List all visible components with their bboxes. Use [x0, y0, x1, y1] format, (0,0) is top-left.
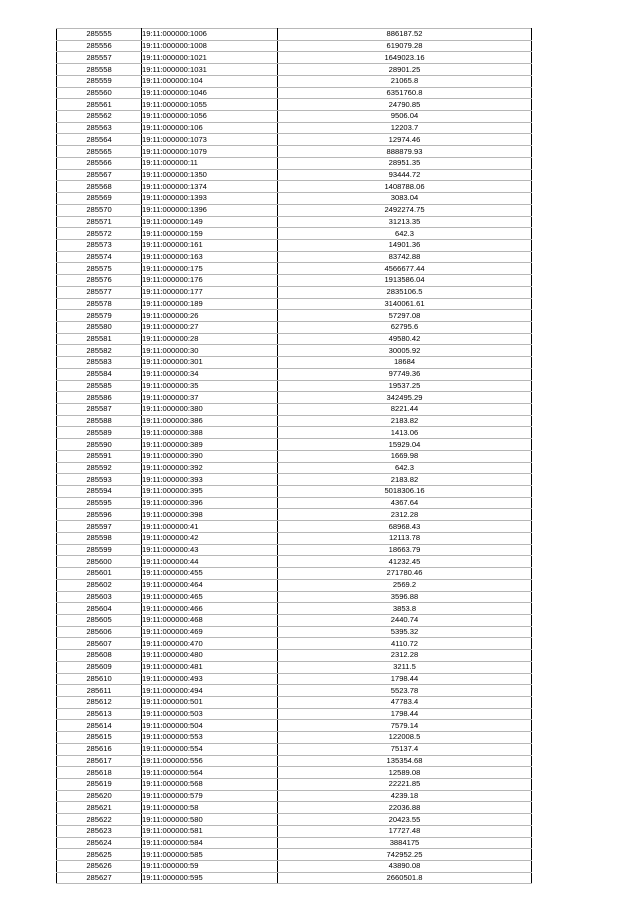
- table-row: [57, 849, 532, 861]
- amount-cell: 6351760.8: [278, 87, 532, 99]
- row-number-cell: 285580: [57, 321, 142, 333]
- table-row: [57, 861, 532, 873]
- row-number-cell: 285611: [57, 685, 142, 697]
- cadastral-number-cell: 19:11:000000:388: [142, 427, 278, 439]
- cadastral-number-cell: 19:11:000000:393: [142, 474, 278, 486]
- table-row: [57, 650, 532, 662]
- table-row: [57, 556, 532, 568]
- cadastral-number-cell: 19:11:000000:159: [142, 228, 278, 240]
- table-row: [57, 568, 532, 580]
- cadastral-number-cell: 19:11:000000:581: [142, 825, 278, 837]
- table-row: [57, 298, 532, 310]
- table-row: [57, 216, 532, 228]
- cadastral-number-cell: 19:11:000000:58: [142, 802, 278, 814]
- table-row: [57, 415, 532, 427]
- row-number-cell: 285582: [57, 345, 142, 357]
- row-number-cell: 285571: [57, 216, 142, 228]
- cadastral-number-cell: 19:11:000000:161: [142, 239, 278, 251]
- amount-cell: 47783.4: [278, 696, 532, 708]
- cadastral-number-cell: 19:11:000000:41: [142, 521, 278, 533]
- amount-cell: 31213.35: [278, 216, 532, 228]
- row-number-cell: 285567: [57, 169, 142, 181]
- row-number-cell: 285585: [57, 380, 142, 392]
- amount-cell: 62795.6: [278, 321, 532, 333]
- table-row: [57, 462, 532, 474]
- table-row: [57, 380, 532, 392]
- row-number-cell: 285617: [57, 755, 142, 767]
- table-row: [57, 134, 532, 146]
- cadastral-number-cell: 19:11:000000:1396: [142, 204, 278, 216]
- cadastral-number-cell: 19:11:000000:1374: [142, 181, 278, 193]
- table-row: [57, 427, 532, 439]
- amount-cell: 342495.29: [278, 392, 532, 404]
- cadastral-number-cell: 19:11:000000:579: [142, 790, 278, 802]
- cadastral-number-cell: 19:11:000000:42: [142, 532, 278, 544]
- cadastral-number-cell: 19:11:000000:106: [142, 122, 278, 134]
- amount-cell: 75137.4: [278, 743, 532, 755]
- row-number-cell: 285605: [57, 614, 142, 626]
- amount-cell: 18684: [278, 357, 532, 369]
- row-number-cell: 285624: [57, 837, 142, 849]
- row-number-cell: 285609: [57, 661, 142, 673]
- cadastral-number-cell: 19:11:000000:1031: [142, 64, 278, 76]
- amount-cell: 1649023.16: [278, 52, 532, 64]
- row-number-cell: 285578: [57, 298, 142, 310]
- cadastral-number-cell: 19:11:000000:480: [142, 650, 278, 662]
- table-row: [57, 204, 532, 216]
- row-number-cell: 285563: [57, 122, 142, 134]
- row-number-cell: 285587: [57, 404, 142, 416]
- table-row: [57, 392, 532, 404]
- amount-cell: 3211.5: [278, 661, 532, 673]
- row-number-cell: 285606: [57, 626, 142, 638]
- amount-cell: 2312.28: [278, 650, 532, 662]
- amount-cell: 22221.85: [278, 779, 532, 791]
- cadastral-number-cell: 19:11:000000:585: [142, 849, 278, 861]
- amount-cell: 271780.46: [278, 568, 532, 580]
- cadastral-number-cell: 19:11:000000:1055: [142, 99, 278, 111]
- row-number-cell: 285597: [57, 521, 142, 533]
- amount-cell: 2569.2: [278, 579, 532, 591]
- table-row: [57, 333, 532, 345]
- cadastral-number-cell: 19:11:000000:1046: [142, 87, 278, 99]
- cadastral-number-cell: 19:11:000000:595: [142, 872, 278, 884]
- cadastral-number-cell: 19:11:000000:580: [142, 814, 278, 826]
- amount-cell: 3853.8: [278, 603, 532, 615]
- table-row: [57, 790, 532, 802]
- amount-cell: 3140061.61: [278, 298, 532, 310]
- amount-cell: 12589.08: [278, 767, 532, 779]
- cadastral-number-cell: 19:11:000000:556: [142, 755, 278, 767]
- table-row: [57, 368, 532, 380]
- table-row: [57, 75, 532, 87]
- amount-cell: 5523.78: [278, 685, 532, 697]
- row-number-cell: 285599: [57, 544, 142, 556]
- table-row: [57, 29, 532, 41]
- row-number-cell: 285577: [57, 286, 142, 298]
- amount-cell: 20423.55: [278, 814, 532, 826]
- row-number-cell: 285621: [57, 802, 142, 814]
- amount-cell: 4566677.44: [278, 263, 532, 275]
- amount-cell: 642.3: [278, 228, 532, 240]
- table-row: [57, 111, 532, 123]
- amount-cell: 4367.64: [278, 497, 532, 509]
- table-row: [57, 286, 532, 298]
- table-row: [57, 40, 532, 52]
- cadastral-number-cell: 19:11:000000:27: [142, 321, 278, 333]
- row-number-cell: 285572: [57, 228, 142, 240]
- amount-cell: 97749.36: [278, 368, 532, 380]
- cadastral-number-cell: 19:11:000000:301: [142, 357, 278, 369]
- table-row: [57, 181, 532, 193]
- table-row: [57, 193, 532, 205]
- amount-cell: 135354.68: [278, 755, 532, 767]
- cadastral-number-cell: 19:11:000000:149: [142, 216, 278, 228]
- cadastral-number-cell: 19:11:000000:163: [142, 251, 278, 263]
- table-row: [57, 532, 532, 544]
- table-row: [57, 450, 532, 462]
- table-row: [57, 591, 532, 603]
- row-number-cell: 285613: [57, 708, 142, 720]
- cadastral-number-cell: 19:11:000000:1350: [142, 169, 278, 181]
- row-number-cell: 285586: [57, 392, 142, 404]
- amount-cell: 2183.82: [278, 474, 532, 486]
- row-number-cell: 285623: [57, 825, 142, 837]
- row-number-cell: 285558: [57, 64, 142, 76]
- cadastral-number-cell: 19:11:000000:1073: [142, 134, 278, 146]
- table-row: [57, 779, 532, 791]
- cadastral-number-cell: 19:11:000000:553: [142, 732, 278, 744]
- row-number-cell: 285555: [57, 29, 142, 41]
- row-number-cell: 285598: [57, 532, 142, 544]
- table-row: [57, 228, 532, 240]
- cadastral-number-cell: 19:11:000000:37: [142, 392, 278, 404]
- amount-cell: 43890.08: [278, 861, 532, 873]
- table-row: [57, 603, 532, 615]
- cadastral-number-cell: 19:11:000000:501: [142, 696, 278, 708]
- cadastral-number-cell: 19:11:000000:584: [142, 837, 278, 849]
- table-row: [57, 169, 532, 181]
- amount-cell: 24790.85: [278, 99, 532, 111]
- row-number-cell: 285616: [57, 743, 142, 755]
- row-number-cell: 285581: [57, 333, 142, 345]
- amount-cell: 19537.25: [278, 380, 532, 392]
- row-number-cell: 285579: [57, 310, 142, 322]
- amount-cell: 30005.92: [278, 345, 532, 357]
- cadastral-number-cell: 19:11:000000:175: [142, 263, 278, 275]
- row-number-cell: 285603: [57, 591, 142, 603]
- row-number-cell: 285612: [57, 696, 142, 708]
- row-number-cell: 285556: [57, 40, 142, 52]
- row-number-cell: 285625: [57, 849, 142, 861]
- amount-cell: 14901.36: [278, 239, 532, 251]
- table-row: [57, 474, 532, 486]
- cadastral-number-cell: 19:11:000000:386: [142, 415, 278, 427]
- table-row: [57, 52, 532, 64]
- row-number-cell: 285607: [57, 638, 142, 650]
- cadastral-number-cell: 19:11:000000:554: [142, 743, 278, 755]
- row-number-cell: 285595: [57, 497, 142, 509]
- cadastral-number-cell: 19:11:000000:396: [142, 497, 278, 509]
- table-row: [57, 685, 532, 697]
- amount-cell: 1913586.04: [278, 275, 532, 287]
- table-row: [57, 872, 532, 884]
- cadastral-number-cell: 19:11:000000:189: [142, 298, 278, 310]
- cadastral-number-cell: 19:11:000000:177: [142, 286, 278, 298]
- amount-cell: 93444.72: [278, 169, 532, 181]
- row-number-cell: 285620: [57, 790, 142, 802]
- table-row: [57, 310, 532, 322]
- amount-cell: 18663.79: [278, 544, 532, 556]
- table-row: [57, 486, 532, 498]
- cadastral-number-cell: 19:11:000000:35: [142, 380, 278, 392]
- row-number-cell: 285593: [57, 474, 142, 486]
- table-row: [57, 357, 532, 369]
- cadastral-number-cell: 19:11:000000:395: [142, 486, 278, 498]
- table-row: [57, 275, 532, 287]
- cadastral-number-cell: 19:11:000000:59: [142, 861, 278, 873]
- row-number-cell: 285573: [57, 239, 142, 251]
- cadastral-number-cell: 19:11:000000:468: [142, 614, 278, 626]
- amount-cell: 122008.5: [278, 732, 532, 744]
- amount-cell: 2183.82: [278, 415, 532, 427]
- table-row: [57, 720, 532, 732]
- amount-cell: 886187.52: [278, 29, 532, 41]
- cadastral-number-cell: 19:11:000000:104: [142, 75, 278, 87]
- amount-cell: 9506.04: [278, 111, 532, 123]
- table-row: [57, 755, 532, 767]
- row-number-cell: 285588: [57, 415, 142, 427]
- cadastral-number-cell: 19:11:000000:503: [142, 708, 278, 720]
- table-row: [57, 638, 532, 650]
- amount-cell: 1408788.06: [278, 181, 532, 193]
- cadastral-number-cell: 19:11:000000:1008: [142, 40, 278, 52]
- cadastral-number-cell: 19:11:000000:568: [142, 779, 278, 791]
- row-number-cell: 285594: [57, 486, 142, 498]
- cadastral-number-cell: 19:11:000000:465: [142, 591, 278, 603]
- table-row: [57, 579, 532, 591]
- amount-cell: 8221.44: [278, 404, 532, 416]
- data-table: [56, 28, 532, 884]
- table-row: [57, 404, 532, 416]
- row-number-cell: 285614: [57, 720, 142, 732]
- cadastral-number-cell: 19:11:000000:1021: [142, 52, 278, 64]
- amount-cell: 1669.98: [278, 450, 532, 462]
- row-number-cell: 285576: [57, 275, 142, 287]
- amount-cell: 5395.32: [278, 626, 532, 638]
- amount-cell: 12974.46: [278, 134, 532, 146]
- amount-cell: 742952.25: [278, 849, 532, 861]
- row-number-cell: 285602: [57, 579, 142, 591]
- cadastral-number-cell: 19:11:000000:455: [142, 568, 278, 580]
- amount-cell: 1798.44: [278, 673, 532, 685]
- table-row: [57, 321, 532, 333]
- row-number-cell: 285568: [57, 181, 142, 193]
- row-number-cell: 285583: [57, 357, 142, 369]
- table-row: [57, 263, 532, 275]
- row-number-cell: 285575: [57, 263, 142, 275]
- row-number-cell: 285559: [57, 75, 142, 87]
- row-number-cell: 285570: [57, 204, 142, 216]
- table-body: [57, 29, 532, 884]
- cadastral-number-cell: 19:11:000000:469: [142, 626, 278, 638]
- table-row: [57, 708, 532, 720]
- table-row: [57, 99, 532, 111]
- row-number-cell: 285590: [57, 439, 142, 451]
- amount-cell: 2660501.8: [278, 872, 532, 884]
- cadastral-number-cell: 19:11:000000:34: [142, 368, 278, 380]
- table-row: [57, 767, 532, 779]
- amount-cell: 57297.08: [278, 310, 532, 322]
- table-row: [57, 696, 532, 708]
- amount-cell: 68968.43: [278, 521, 532, 533]
- table-row: [57, 122, 532, 134]
- table-row: [57, 521, 532, 533]
- row-number-cell: 285574: [57, 251, 142, 263]
- row-number-cell: 285600: [57, 556, 142, 568]
- row-number-cell: 285626: [57, 861, 142, 873]
- row-number-cell: 285569: [57, 193, 142, 205]
- amount-cell: 642.3: [278, 462, 532, 474]
- table-row: [57, 743, 532, 755]
- amount-cell: 2312.28: [278, 509, 532, 521]
- cadastral-number-cell: 19:11:000000:176: [142, 275, 278, 287]
- cadastral-number-cell: 19:11:000000:494: [142, 685, 278, 697]
- row-number-cell: 285566: [57, 157, 142, 169]
- amount-cell: 1413.06: [278, 427, 532, 439]
- amount-cell: 28901.25: [278, 64, 532, 76]
- row-number-cell: 285601: [57, 568, 142, 580]
- table-row: [57, 87, 532, 99]
- row-number-cell: 285627: [57, 872, 142, 884]
- amount-cell: 22036.88: [278, 802, 532, 814]
- table-row: [57, 661, 532, 673]
- cadastral-number-cell: 19:11:000000:1393: [142, 193, 278, 205]
- table-row: [57, 239, 532, 251]
- amount-cell: 21065.8: [278, 75, 532, 87]
- amount-cell: 619079.28: [278, 40, 532, 52]
- amount-cell: 2440.74: [278, 614, 532, 626]
- cadastral-number-cell: 19:11:000000:11: [142, 157, 278, 169]
- table-row: [57, 802, 532, 814]
- cadastral-number-cell: 19:11:000000:398: [142, 509, 278, 521]
- row-number-cell: 285610: [57, 673, 142, 685]
- row-number-cell: 285592: [57, 462, 142, 474]
- table-row: [57, 673, 532, 685]
- table-row: [57, 251, 532, 263]
- cadastral-number-cell: 19:11:000000:564: [142, 767, 278, 779]
- row-number-cell: 285615: [57, 732, 142, 744]
- cadastral-number-cell: 19:11:000000:1056: [142, 111, 278, 123]
- amount-cell: 28951.35: [278, 157, 532, 169]
- cadastral-number-cell: 19:11:000000:390: [142, 450, 278, 462]
- cadastral-number-cell: 19:11:000000:481: [142, 661, 278, 673]
- amount-cell: 888879.93: [278, 146, 532, 158]
- amount-cell: 4239.18: [278, 790, 532, 802]
- table-row: [57, 614, 532, 626]
- row-number-cell: 285561: [57, 99, 142, 111]
- table-row: [57, 732, 532, 744]
- cadastral-number-cell: 19:11:000000:1079: [142, 146, 278, 158]
- amount-cell: 3884175: [278, 837, 532, 849]
- cadastral-number-cell: 19:11:000000:504: [142, 720, 278, 732]
- table-row: [57, 626, 532, 638]
- table-row: [57, 146, 532, 158]
- row-number-cell: 285596: [57, 509, 142, 521]
- cadastral-number-cell: 19:11:000000:28: [142, 333, 278, 345]
- amount-cell: 2835106.5: [278, 286, 532, 298]
- table-row: [57, 157, 532, 169]
- table-row: [57, 837, 532, 849]
- cadastral-number-cell: 19:11:000000:43: [142, 544, 278, 556]
- amount-cell: 7579.14: [278, 720, 532, 732]
- amount-cell: 15929.04: [278, 439, 532, 451]
- row-number-cell: 285604: [57, 603, 142, 615]
- cadastral-number-cell: 19:11:000000:26: [142, 310, 278, 322]
- amount-cell: 12203.7: [278, 122, 532, 134]
- row-number-cell: 285622: [57, 814, 142, 826]
- table-row: [57, 814, 532, 826]
- amount-cell: 49580.42: [278, 333, 532, 345]
- amount-cell: 3596.88: [278, 591, 532, 603]
- row-number-cell: 285591: [57, 450, 142, 462]
- row-number-cell: 285589: [57, 427, 142, 439]
- table-row: [57, 544, 532, 556]
- amount-cell: 12113.78: [278, 532, 532, 544]
- row-number-cell: 285557: [57, 52, 142, 64]
- cadastral-number-cell: 19:11:000000:464: [142, 579, 278, 591]
- cadastral-number-cell: 19:11:000000:470: [142, 638, 278, 650]
- table-row: [57, 345, 532, 357]
- table-row: [57, 509, 532, 521]
- row-number-cell: 285618: [57, 767, 142, 779]
- table-row: [57, 497, 532, 509]
- amount-cell: 3083.04: [278, 193, 532, 205]
- amount-cell: 17727.48: [278, 825, 532, 837]
- cadastral-number-cell: 19:11:000000:392: [142, 462, 278, 474]
- cadastral-number-cell: 19:11:000000:44: [142, 556, 278, 568]
- row-number-cell: 285619: [57, 779, 142, 791]
- table-row: [57, 439, 532, 451]
- amount-cell: 41232.45: [278, 556, 532, 568]
- row-number-cell: 285560: [57, 87, 142, 99]
- cadastral-number-cell: 19:11:000000:30: [142, 345, 278, 357]
- amount-cell: 2492274.75: [278, 204, 532, 216]
- cadastral-number-cell: 19:11:000000:380: [142, 404, 278, 416]
- row-number-cell: 285565: [57, 146, 142, 158]
- cadastral-number-cell: 19:11:000000:389: [142, 439, 278, 451]
- table-row: [57, 64, 532, 76]
- amount-cell: 83742.88: [278, 251, 532, 263]
- cadastral-number-cell: 19:11:000000:493: [142, 673, 278, 685]
- row-number-cell: 285564: [57, 134, 142, 146]
- row-number-cell: 285584: [57, 368, 142, 380]
- table-row: [57, 825, 532, 837]
- amount-cell: 4110.72: [278, 638, 532, 650]
- cadastral-number-cell: 19:11:000000:1006: [142, 29, 278, 41]
- amount-cell: 5018306.16: [278, 486, 532, 498]
- cadastral-number-cell: 19:11:000000:466: [142, 603, 278, 615]
- row-number-cell: 285562: [57, 111, 142, 123]
- amount-cell: 1798.44: [278, 708, 532, 720]
- row-number-cell: 285608: [57, 650, 142, 662]
